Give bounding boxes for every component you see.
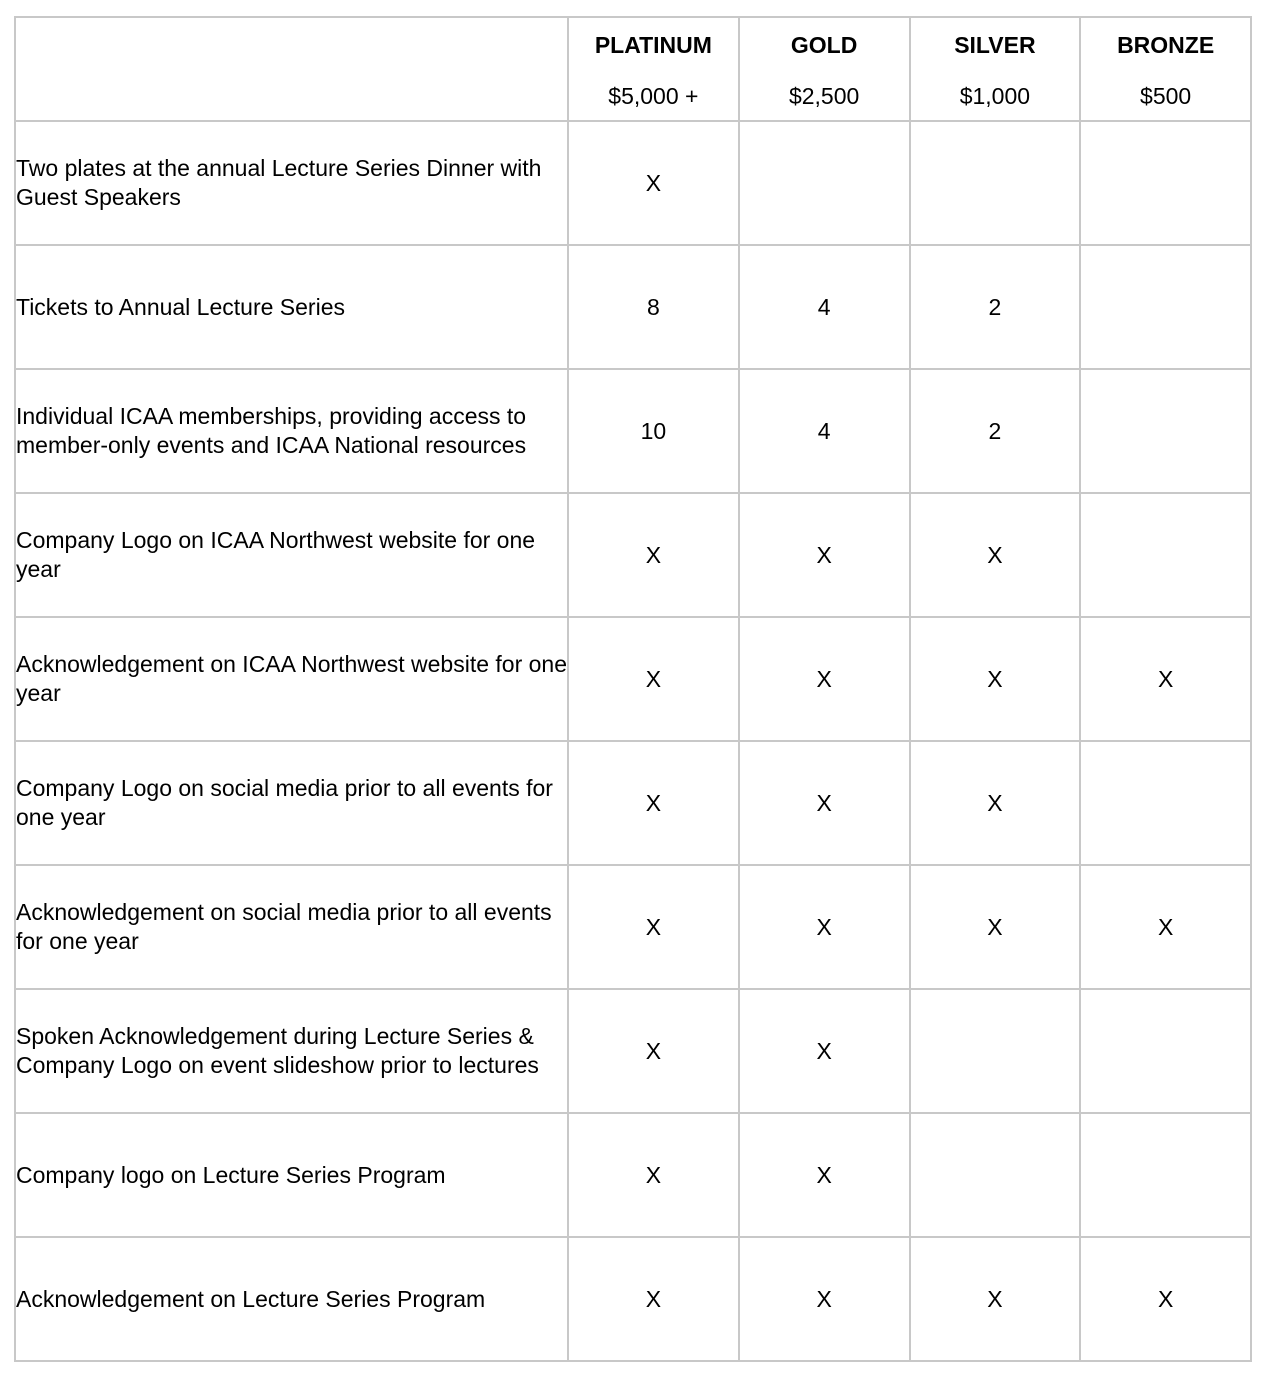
- platinum-cell: X: [568, 121, 739, 245]
- gold-cell: X: [739, 741, 910, 865]
- benefit-cell: Company Logo on ICAA Northwest website for one year: [15, 493, 568, 617]
- benefit-cell: Company Logo on social media prior to all events for one year: [15, 741, 568, 865]
- bronze-cell: X: [1080, 617, 1251, 741]
- gold-cell: X: [739, 865, 910, 989]
- silver-cell: X: [910, 1237, 1081, 1361]
- tier-header-silver: [910, 17, 1081, 121]
- tier-price: $5,000 +: [608, 82, 699, 109]
- table-row: [15, 121, 1251, 245]
- tier-price: $500: [1140, 82, 1192, 109]
- benefit-cell: Acknowledgement on Lecture Series Program: [15, 1237, 568, 1361]
- benefit-cell: Acknowledgement on ICAA Northwest website for one year: [15, 617, 568, 741]
- bronze-cell: [1080, 741, 1251, 865]
- silver-cell: [910, 121, 1081, 245]
- tier-name: BRONZE: [1117, 31, 1215, 58]
- table-row: [15, 1113, 1251, 1237]
- tier-name: GOLD: [790, 31, 858, 58]
- benefit-cell: Two plates at the annual Lecture Series Dinner with Guest Speakers: [15, 121, 568, 245]
- silver-cell: [910, 989, 1081, 1113]
- benefit-cell: Individual ICAA memberships, providing access to member-only events and ICAA National resources: [15, 369, 568, 493]
- platinum-cell: X: [568, 1113, 739, 1237]
- benefit-cell: Spoken Acknowledgement during Lecture Series & Company Logo on event slideshow prior to lectures: [15, 989, 568, 1113]
- tier-header-bronze: [1080, 17, 1251, 121]
- table-row: [15, 245, 1251, 369]
- silver-cell: [910, 1113, 1081, 1237]
- table-row: [15, 617, 1251, 741]
- tier-name: SILVER: [954, 31, 1036, 58]
- bronze-cell: X: [1080, 1237, 1251, 1361]
- bronze-cell: [1080, 121, 1251, 245]
- tier-header-platinum: [568, 17, 739, 121]
- table-row: [15, 369, 1251, 493]
- table-row: [15, 493, 1251, 617]
- bronze-cell: [1080, 989, 1251, 1113]
- table-row: [15, 741, 1251, 865]
- platinum-cell: X: [568, 493, 739, 617]
- platinum-cell: 8: [568, 245, 739, 369]
- bronze-cell: [1080, 493, 1251, 617]
- header-row: [15, 17, 1251, 121]
- platinum-cell: 10: [568, 369, 739, 493]
- silver-cell: 2: [910, 369, 1081, 493]
- platinum-cell: X: [568, 989, 739, 1113]
- gold-cell: 4: [739, 369, 910, 493]
- silver-cell: X: [910, 865, 1081, 989]
- silver-cell: 2: [910, 245, 1081, 369]
- gold-cell: [739, 121, 910, 245]
- silver-cell: X: [910, 493, 1081, 617]
- bronze-cell: [1080, 245, 1251, 369]
- benefit-cell: Acknowledgement on social media prior to all events for one year: [15, 865, 568, 989]
- bronze-cell: [1080, 369, 1251, 493]
- bronze-cell: [1080, 1113, 1251, 1237]
- gold-cell: 4: [739, 245, 910, 369]
- platinum-cell: X: [568, 617, 739, 741]
- silver-cell: X: [910, 741, 1081, 865]
- gold-cell: X: [739, 1113, 910, 1237]
- benefit-cell: Tickets to Annual Lecture Series: [15, 245, 568, 369]
- gold-cell: X: [739, 989, 910, 1113]
- platinum-cell: X: [568, 865, 739, 989]
- gold-cell: X: [739, 493, 910, 617]
- table-row: [15, 865, 1251, 989]
- tier-price: $2,500: [788, 82, 860, 109]
- tier-price: $1,000: [959, 82, 1031, 109]
- gold-cell: X: [739, 1237, 910, 1361]
- table-row: [15, 1237, 1251, 1361]
- tier-header-gold: [739, 17, 910, 121]
- bronze-cell: X: [1080, 865, 1251, 989]
- gold-cell: X: [739, 617, 910, 741]
- platinum-cell: X: [568, 1237, 739, 1361]
- tier-name: PLATINUM: [594, 31, 712, 58]
- silver-cell: X: [910, 617, 1081, 741]
- sponsorship-benefits-table: [14, 16, 1252, 1362]
- table-row: [15, 989, 1251, 1113]
- header-blank-cell: [15, 17, 568, 121]
- platinum-cell: X: [568, 741, 739, 865]
- benefit-cell: Company logo on Lecture Series Program: [15, 1113, 568, 1237]
